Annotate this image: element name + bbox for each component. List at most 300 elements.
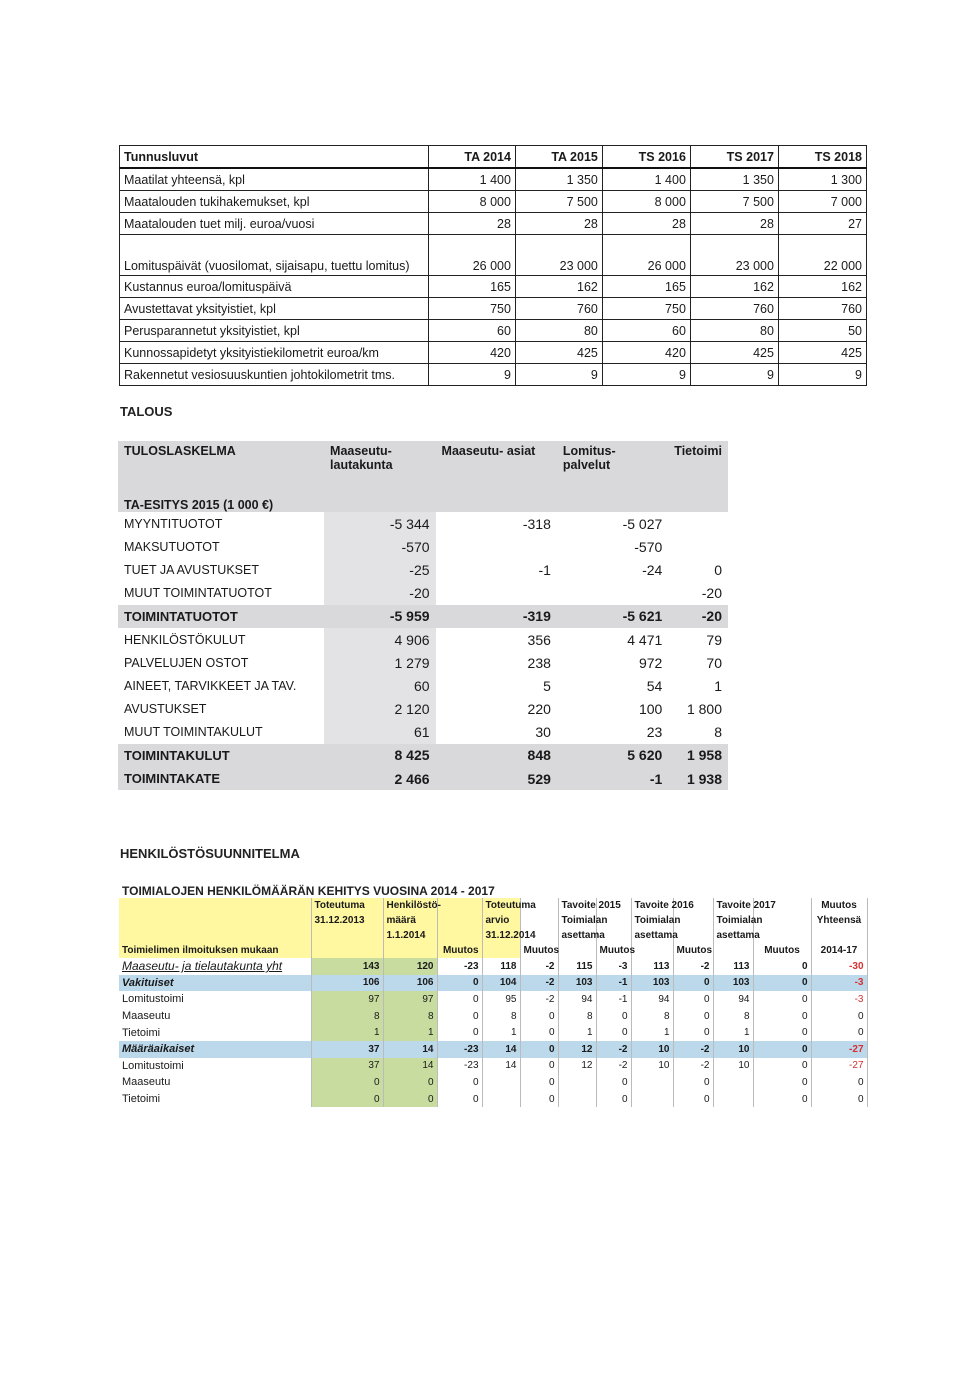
- table-header-row: [119, 898, 867, 913]
- cell-value: 0: [753, 958, 811, 975]
- column-header: TA 2014: [429, 146, 516, 169]
- table-row: [119, 1024, 867, 1041]
- cell-value: 50: [778, 320, 866, 342]
- cell-value: 972: [638, 654, 663, 671]
- row-label: Lomitustoimi: [119, 991, 311, 1008]
- cell-value: -2: [596, 1058, 631, 1075]
- column-header: Muutos: [520, 943, 558, 958]
- cell-value: 0: [714, 561, 722, 578]
- table-row: [118, 698, 728, 721]
- cell-value: 0: [596, 1008, 631, 1025]
- cell-value: 0: [673, 1074, 713, 1091]
- column-header: TA 2015: [515, 146, 602, 169]
- cell-value: 60: [324, 674, 436, 697]
- cell-value: -23: [437, 1058, 482, 1075]
- cell-value: -570: [634, 538, 663, 555]
- table-row: [120, 298, 867, 320]
- column-header: Tavoite 2015: [558, 898, 596, 913]
- cell-value: [557, 582, 668, 605]
- cell-value: 0: [311, 1074, 383, 1091]
- cell-value: 113: [631, 958, 673, 975]
- cell-value: [631, 1074, 673, 1091]
- cell-value: 0: [520, 1074, 558, 1091]
- row-label: Rakennetut vesiosuuskuntien johtokilometrit tms.: [120, 364, 429, 386]
- row-label: MYYNTITUOTOT: [124, 516, 223, 531]
- column-header: asettama: [713, 928, 753, 943]
- cell-value: 97: [383, 991, 437, 1008]
- table-header-row: [119, 928, 867, 943]
- table-row: [119, 991, 867, 1008]
- cell-value: 23: [646, 724, 663, 741]
- table-row: [118, 674, 728, 697]
- table-row: [119, 1091, 867, 1108]
- table-row: [118, 512, 728, 535]
- cell-value: 100: [638, 701, 663, 718]
- cell-value: 2 466: [324, 767, 436, 790]
- cell-value: 0: [753, 1058, 811, 1075]
- cell-value: 8: [558, 1008, 596, 1025]
- cell-value: 0: [437, 1074, 482, 1091]
- cell-value: 8: [482, 1008, 520, 1025]
- row-label: TOIMINTAKATE: [118, 767, 324, 790]
- cell-value: 0: [753, 1091, 811, 1108]
- row-label: Maatalouden tuet milj. euroa/vuosi: [120, 213, 429, 235]
- column-header: arvio: [482, 913, 520, 928]
- cell-value: [436, 582, 557, 605]
- cell-value: 113: [713, 958, 753, 975]
- row-label: Maaseutu: [119, 1008, 311, 1025]
- cell-value: 8: [383, 1008, 437, 1025]
- cell-value: 8: [714, 724, 722, 741]
- column-header: TS 2018: [778, 146, 866, 169]
- cell-value: 22 000: [778, 235, 866, 276]
- table-row: [119, 958, 867, 975]
- table-row: [119, 1041, 867, 1058]
- cell-value: 9: [515, 364, 602, 386]
- row-label: Maatalouden tukihakemukset, kpl: [120, 191, 429, 213]
- cell-value: 0: [753, 1024, 811, 1041]
- cell-value: [436, 535, 557, 558]
- cell-value: 0: [520, 1041, 558, 1058]
- cell-value: 10: [631, 1041, 673, 1058]
- cell-value: 0: [437, 991, 482, 1008]
- cell-value: 0: [520, 1024, 558, 1041]
- column-header: [119, 928, 311, 943]
- row-label: Lomitustoimi: [119, 1058, 311, 1075]
- cell-value: 420: [602, 342, 690, 364]
- cell-value: 0: [520, 1091, 558, 1108]
- row-label: AVUSTUKSET: [124, 702, 207, 717]
- column-header: TULOSLASKELMA: [118, 441, 324, 486]
- cell-value: 60: [429, 320, 516, 342]
- cell-value: 14: [383, 1058, 437, 1075]
- cell-value: 94: [558, 991, 596, 1008]
- cell-value: -2: [520, 975, 558, 992]
- cell-value: 165: [602, 276, 690, 298]
- cell-value: -3: [811, 991, 867, 1008]
- cell-value: 8: [713, 1008, 753, 1025]
- cell-value: -2: [596, 1041, 631, 1058]
- cell-value: 26 000: [429, 235, 516, 276]
- cell-value: 1 400: [429, 168, 516, 191]
- cell-value: 10: [631, 1058, 673, 1075]
- cell-value: -319: [436, 605, 557, 628]
- cell-value: 425: [778, 342, 866, 364]
- row-label: Perusparannetut yksityistiet, kpl: [120, 320, 429, 342]
- row-label: Määräaikaiset: [119, 1041, 311, 1058]
- cell-value: 0: [753, 975, 811, 992]
- table-row: [118, 651, 728, 674]
- cell-value: 1 800: [686, 701, 722, 718]
- row-label: Avustettavat yksityistiet, kpl: [120, 298, 429, 320]
- cell-value: 23 000: [515, 235, 602, 276]
- column-header: [811, 928, 867, 943]
- cell-value: -20: [324, 582, 436, 605]
- cell-value: 10: [713, 1058, 753, 1075]
- cell-value: -23: [437, 958, 482, 975]
- cell-value: 0: [437, 1008, 482, 1025]
- row-label: Maatilat yhteensä, kpl: [120, 168, 429, 191]
- cell-value: 94: [631, 991, 673, 1008]
- column-header: 31.12.2014: [482, 928, 520, 943]
- cell-value: 97: [311, 991, 383, 1008]
- column-header: määrä: [383, 913, 437, 928]
- cell-value: 1: [714, 677, 722, 694]
- cell-value: 70: [706, 654, 722, 671]
- column-header: Muutos: [596, 943, 631, 958]
- cell-value: 0: [596, 1091, 631, 1108]
- table-row: [118, 628, 728, 651]
- row-label: TOIMINTAKULUT: [118, 744, 324, 767]
- cell-value: 0: [383, 1074, 437, 1091]
- cell-value: 23 000: [690, 235, 778, 276]
- column-header: Toimialan: [558, 913, 596, 928]
- cell-value: [668, 512, 728, 535]
- cell-value: 103: [631, 975, 673, 992]
- cell-value: 0: [673, 991, 713, 1008]
- table-header-row: [119, 943, 867, 958]
- cell-value: 1 958: [668, 744, 728, 767]
- column-header: [119, 913, 311, 928]
- cell-value: -1: [596, 991, 631, 1008]
- cell-value: -5 959: [324, 605, 436, 628]
- cell-value: -2: [673, 1058, 713, 1075]
- cell-value: -20: [668, 605, 728, 628]
- cell-value: 28: [602, 213, 690, 235]
- henkilosto-heading: HENKILÖSTÖSUUNNITELMA: [120, 846, 300, 861]
- column-header: [713, 943, 753, 958]
- column-header: [311, 943, 383, 958]
- cell-value: 356: [527, 631, 551, 648]
- cell-value: 1 938: [668, 767, 728, 790]
- cell-value: 5: [543, 677, 551, 694]
- cell-value: 115: [558, 958, 596, 975]
- column-header: Muutos: [753, 943, 811, 958]
- cell-value: 0: [437, 1024, 482, 1041]
- cell-value: 28: [429, 213, 516, 235]
- cell-value: 14: [482, 1058, 520, 1075]
- row-label: TOIMINTATUOTOT: [118, 605, 324, 628]
- table-row: [118, 767, 728, 790]
- table-row: [119, 1074, 867, 1091]
- cell-value: 1: [311, 1024, 383, 1041]
- column-header: Toimialan: [713, 913, 753, 928]
- cell-value: 162: [690, 276, 778, 298]
- cell-value: -5 621: [557, 605, 668, 628]
- cell-value: 0: [520, 1008, 558, 1025]
- cell-value: -3: [811, 975, 867, 992]
- column-header: [437, 913, 482, 928]
- cell-value: 94: [713, 991, 753, 1008]
- cell-value: [713, 1074, 753, 1091]
- cell-value: 9: [602, 364, 690, 386]
- table-header-row: [120, 146, 867, 169]
- cell-value: 1 279: [324, 651, 436, 674]
- cell-value: -27: [811, 1041, 867, 1058]
- cell-value: 425: [690, 342, 778, 364]
- row-label: Tietoimi: [119, 1091, 311, 1108]
- column-header: Muutos: [673, 943, 713, 958]
- cell-value: 26 000: [602, 235, 690, 276]
- cell-value: 61: [324, 721, 436, 744]
- cell-value: -5 027: [622, 515, 663, 532]
- cell-value: -30: [811, 958, 867, 975]
- cell-value: 0: [811, 1074, 867, 1091]
- column-header: TS 2016: [602, 146, 690, 169]
- cell-value: 4 906: [324, 628, 436, 651]
- cell-value: 0: [596, 1024, 631, 1041]
- column-header: Toimialan: [631, 913, 673, 928]
- cell-value: 760: [690, 298, 778, 320]
- table-row: [118, 535, 728, 558]
- table-row: [120, 364, 867, 386]
- cell-value: 14: [383, 1041, 437, 1058]
- cell-value: -23: [437, 1041, 482, 1058]
- cell-value: 0: [520, 1058, 558, 1075]
- cell-value: 27: [778, 213, 866, 235]
- cell-value: 12: [558, 1058, 596, 1075]
- cell-value: 162: [515, 276, 602, 298]
- cell-value: 106: [383, 975, 437, 992]
- cell-value: 5 620: [557, 744, 668, 767]
- table-header-row: [118, 441, 728, 486]
- column-header: [673, 928, 713, 943]
- cell-value: -2: [673, 1041, 713, 1058]
- cell-value: [631, 1091, 673, 1108]
- cell-value: 1: [383, 1024, 437, 1041]
- row-label: MUUT TOIMINTAKULUT: [124, 725, 263, 740]
- row-label: HENKILÖSTÖKULUT: [124, 632, 246, 647]
- table-subheader-row: [118, 486, 728, 512]
- table-row: [120, 213, 867, 235]
- column-header: Yhteensä: [811, 913, 867, 928]
- cell-value: 848: [436, 744, 557, 767]
- cell-value: 103: [713, 975, 753, 992]
- cell-value: 14: [482, 1041, 520, 1058]
- cell-value: 80: [515, 320, 602, 342]
- cell-value: 0: [383, 1091, 437, 1108]
- cell-value: 1: [558, 1024, 596, 1041]
- cell-value: -2: [673, 958, 713, 975]
- cell-value: -570: [324, 535, 436, 558]
- cell-value: 118: [482, 958, 520, 975]
- cell-value: 54: [646, 677, 663, 694]
- cell-value: [713, 1091, 753, 1108]
- cell-value: 0: [811, 1091, 867, 1108]
- row-label: MUUT TOIMINTATUOTOT: [124, 586, 272, 601]
- cell-value: 0: [753, 1074, 811, 1091]
- cell-value: 28: [690, 213, 778, 235]
- table-row: [118, 605, 728, 628]
- cell-value: 1 350: [690, 168, 778, 191]
- cell-value: -25: [324, 558, 436, 581]
- column-header: Toteutuma: [482, 898, 520, 913]
- table-row: [118, 558, 728, 581]
- cell-value: 0: [673, 1024, 713, 1041]
- cell-value: 238: [527, 654, 551, 671]
- kehitys-title: TOIMIALOJEN HENKILÖMÄÄRÄN KEHITYS VUOSINA 2014 - 2017: [122, 884, 495, 898]
- column-header: [437, 928, 482, 943]
- cell-value: -318: [522, 515, 551, 532]
- cell-value: 0: [753, 1008, 811, 1025]
- cell-value: 1 350: [515, 168, 602, 191]
- cell-value: -1: [557, 767, 668, 790]
- column-header: Tavoite 2017: [713, 898, 753, 913]
- column-header: Toimielimen ilmoituksen mukaan: [119, 943, 311, 958]
- table-row: [120, 235, 867, 276]
- column-header: [119, 898, 311, 913]
- column-header: Henkilöstö-: [383, 898, 437, 913]
- column-header: 31.12.2013: [311, 913, 383, 928]
- row-label: AINEET, TARVIKKEET JA TAV.: [124, 678, 297, 693]
- row-label: Kunnossapidetyt yksityistiekilometrit euroa/km: [120, 342, 429, 364]
- cell-value: 9: [690, 364, 778, 386]
- column-header: [437, 898, 482, 913]
- row-label: Vakituiset: [119, 975, 311, 992]
- row-label: Maaseutu- ja tielautakunta yht: [119, 958, 311, 975]
- row-label: TUET JA AVUSTUKSET: [124, 562, 259, 577]
- tuloslaskelma-table: [118, 441, 728, 790]
- henkilomaara-table: [119, 898, 868, 1107]
- cell-value: 79: [706, 631, 722, 648]
- cell-value: 8: [311, 1008, 383, 1025]
- cell-value: 37: [311, 1041, 383, 1058]
- cell-value: 425: [515, 342, 602, 364]
- column-header: Muutos: [437, 943, 482, 958]
- table-row: [120, 342, 867, 364]
- column-header: Tavoite 2016: [631, 898, 673, 913]
- cell-value: -5 344: [324, 512, 436, 535]
- cell-value: 0: [311, 1091, 383, 1108]
- cell-value: 0: [753, 991, 811, 1008]
- cell-value: 0: [437, 1091, 482, 1108]
- cell-value: 7 000: [778, 191, 866, 213]
- table-row: [118, 744, 728, 767]
- column-header: [482, 943, 520, 958]
- cell-value: 0: [437, 975, 482, 992]
- table-row: [119, 1008, 867, 1025]
- column-header: Lomitus- palvelut: [557, 441, 668, 486]
- cell-value: 0: [673, 1091, 713, 1108]
- cell-value: 120: [383, 958, 437, 975]
- column-header: Maaseutu- lautakunta: [324, 441, 436, 486]
- cell-value: 7 500: [690, 191, 778, 213]
- cell-value: -27: [811, 1058, 867, 1075]
- cell-value: 750: [602, 298, 690, 320]
- cell-value: 2 120: [324, 698, 436, 721]
- cell-value: 37: [311, 1058, 383, 1075]
- cell-value: 9: [778, 364, 866, 386]
- cell-value: 8 000: [429, 191, 516, 213]
- cell-value: 0: [673, 1008, 713, 1025]
- cell-value: 750: [429, 298, 516, 320]
- cell-value: 162: [778, 276, 866, 298]
- cell-value: -1: [596, 975, 631, 992]
- table-row: [120, 168, 867, 191]
- table-row: [118, 721, 728, 744]
- row-label: Lomituspäivät (vuosilomat, sijaisapu, tuettu lomitus): [120, 235, 429, 276]
- column-header: Toteutuma: [311, 898, 383, 913]
- cell-value: 106: [311, 975, 383, 992]
- column-header: [520, 913, 558, 928]
- column-header: [311, 928, 383, 943]
- cell-value: 760: [778, 298, 866, 320]
- cell-value: 103: [558, 975, 596, 992]
- cell-value: 28: [515, 213, 602, 235]
- table-row: [118, 582, 728, 605]
- cell-value: 9: [429, 364, 516, 386]
- cell-value: 165: [429, 276, 516, 298]
- cell-value: 8 000: [602, 191, 690, 213]
- column-header: asettama: [558, 928, 596, 943]
- cell-value: 1: [713, 1024, 753, 1041]
- column-header: 2014-17: [811, 943, 867, 958]
- column-header: Maaseutu- asiat: [436, 441, 557, 486]
- column-header: 1.1.2014: [383, 928, 437, 943]
- row-label: Kustannus euroa/lomituspäivä: [120, 276, 429, 298]
- cell-value: -2: [520, 958, 558, 975]
- cell-value: [668, 535, 728, 558]
- cell-value: -3: [596, 958, 631, 975]
- talous-heading: TALOUS: [120, 404, 173, 419]
- row-label: MAKSUTUOTOT: [124, 539, 220, 554]
- column-header: asettama: [631, 928, 673, 943]
- cell-value: 8 425: [324, 744, 436, 767]
- column-header: Tietoimi: [668, 441, 728, 486]
- cell-value: [558, 1074, 596, 1091]
- cell-value: [558, 1091, 596, 1108]
- cell-value: [482, 1074, 520, 1091]
- cell-value: -2: [520, 991, 558, 1008]
- table-header-row: [119, 913, 867, 928]
- subheader-label: TA-ESITYS 2015 (1 000 €): [118, 486, 728, 512]
- table-row: [120, 191, 867, 213]
- table-row: [119, 975, 867, 992]
- cell-value: 80: [690, 320, 778, 342]
- cell-value: 30: [535, 724, 551, 741]
- cell-value: 104: [482, 975, 520, 992]
- cell-value: 60: [602, 320, 690, 342]
- cell-value: 10: [713, 1041, 753, 1058]
- cell-value: 529: [436, 767, 557, 790]
- cell-value: -1: [538, 561, 551, 578]
- table-row: [120, 320, 867, 342]
- cell-value: 143: [311, 958, 383, 975]
- cell-value: -20: [701, 585, 722, 602]
- cell-value: 0: [673, 975, 713, 992]
- cell-value: 4 471: [627, 631, 663, 648]
- row-label: Tietoimi: [119, 1024, 311, 1041]
